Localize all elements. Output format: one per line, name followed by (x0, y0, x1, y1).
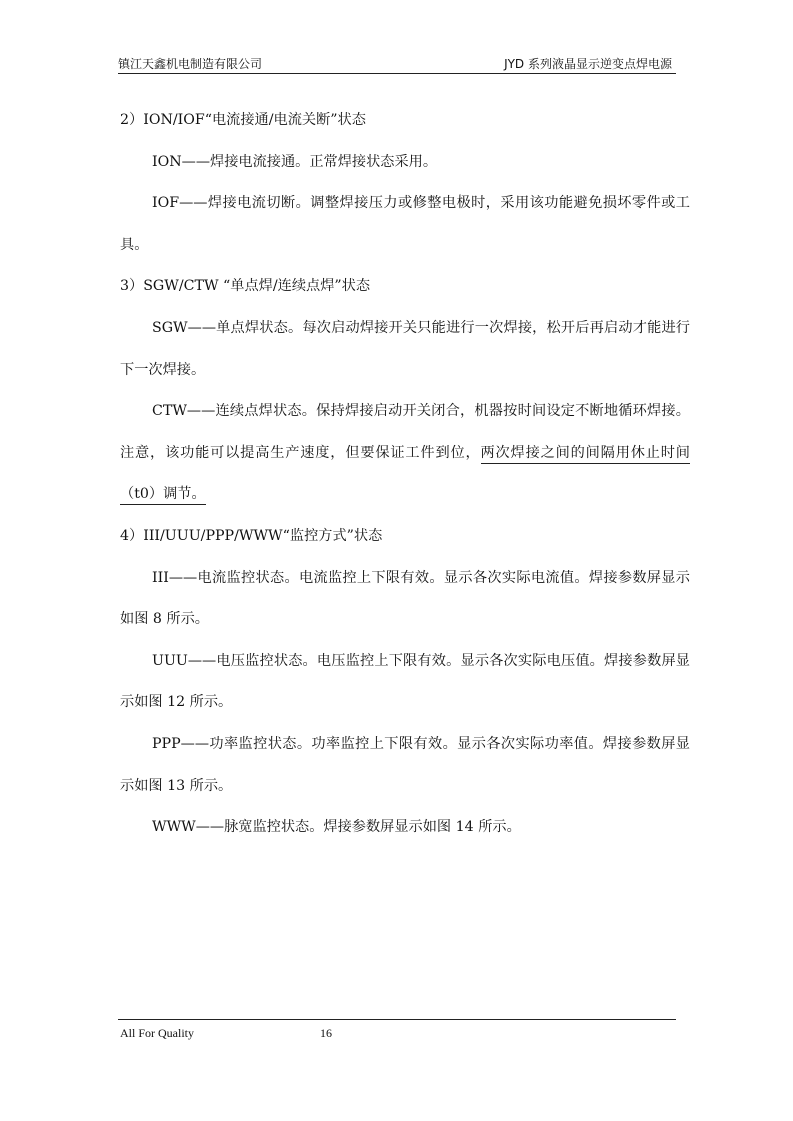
ctw-paragraph (120, 391, 690, 516)
header-product: JYD 系列液晶显示逆变点焊电源 (504, 57, 672, 71)
www-paragraph: WWW——脉宽监控状态。焊接参数屏显示如图 14 所示。 (152, 819, 521, 836)
section-3-title: 3）SGW/CTW “单点焊/连续点焊”状态 (120, 278, 371, 295)
footer-slogan: All For Quality (120, 1026, 194, 1040)
ctw-underlined-text: 两次焊接之间的间隔用休止时间（t0）调节。 (120, 445, 690, 506)
section-2-title: 2）ION/IOF“电流接通/电流关断”状态 (120, 112, 366, 128)
ctw-text: CTW——连续点焊状态。保持焊接启动开关闭合，机器按时间设定不断地循环焊接。注意，该功能可以提高生产速度，但要保证工件到位， (120, 403, 690, 461)
sgw-paragraph: SGW——单点焊状态。每次启动焊接开关只能进行一次焊接，松开后再启动才能进行下一次焊接。 (120, 319, 690, 378)
document-body (120, 100, 690, 849)
ion-paragraph: ION——焊接电流接通。正常焊接状态采用。 (152, 153, 438, 170)
ppp-paragraph: PPP——功率监控状态。功率监控上下限有效。显示各次实际功率值。焊接参数屏显示如图 13 所示。 (120, 735, 690, 794)
uuu-paragraph: UUU——电压监控状态。电压监控上下限有效。显示各次实际电压值。焊接参数屏显示如图 12 所示。 (120, 652, 690, 711)
page-number: 16 (320, 1026, 332, 1040)
iof-paragraph: IOF——焊接电流切断。调整焊接压力或修整电极时，采用该功能避免损坏零件或工具。 (120, 195, 690, 253)
section-4-title: 4）III/UUU/PPP/WWW“监控方式”状态 (120, 527, 383, 544)
footer-divider (118, 1019, 676, 1020)
page-header (118, 56, 674, 74)
header-company: 镇江天鑫机电制造有限公司 (118, 57, 263, 71)
iii-paragraph: III——电流监控状态。电流监控上下限有效。显示各次实际电流值。焊接参数屏显示如图 8 所示。 (120, 569, 690, 628)
header-divider (118, 73, 676, 74)
